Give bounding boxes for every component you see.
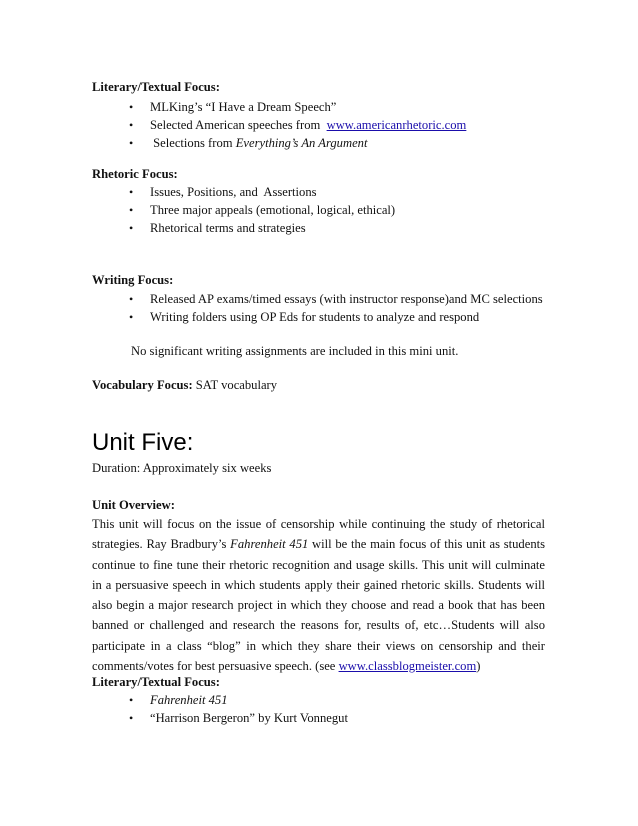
literary-focus-heading: Literary/Textual Focus: — [92, 80, 220, 94]
list-item-text: Three major appeals (emotional, logical, ethical) — [150, 203, 396, 217]
overview-line — [92, 615, 545, 635]
list-item — [129, 99, 337, 115]
unit-overview-paragraph — [92, 514, 545, 676]
overview-text: strategies. Ray Bradbury’s — [92, 537, 231, 552]
list-item-text: “Harrison Bergeron” by Kurt Vonnegut — [150, 711, 348, 725]
list-item — [129, 710, 348, 726]
list-item — [129, 117, 467, 133]
list-item — [129, 202, 396, 218]
overview-text: This unit will focus on the issue of censorship while continuing the study of rhetorical — [92, 517, 545, 531]
book-title: Everything’s An Argument — [235, 136, 368, 150]
unit-overview-heading: Unit Overview: — [92, 498, 175, 512]
overview-text: continue to fine tune their rhetoric recognition and usage skills. This unit will culminate — [92, 557, 545, 572]
unit-duration: Duration: Approximately six weeks — [92, 461, 272, 475]
overview-text: banned or challenged and research the reasons for, results of, etc…Students will also — [92, 618, 545, 633]
writing-note: No significant writing assignments are included in this mini unit. — [131, 344, 459, 358]
bullet: • — [129, 292, 134, 306]
list-item-text: Writing folders using OP Eds for students to analyze and respond — [150, 310, 480, 324]
vocabulary-focus-text: SAT vocabulary — [192, 378, 278, 392]
list-item-text: Issues, Positions, and Assertions — [150, 185, 317, 199]
list-item — [129, 291, 543, 307]
overview-line — [92, 595, 545, 615]
bullet: • — [129, 118, 134, 132]
overview-text: comments/votes for best persuasive speech. (see — [92, 659, 339, 674]
bullet: • — [129, 310, 134, 324]
bullet: • — [129, 693, 134, 707]
overview-text: ) — [476, 659, 481, 674]
list-item — [129, 135, 368, 151]
overview-line — [92, 534, 545, 554]
bullet: • — [129, 136, 134, 150]
vocabulary-focus — [92, 377, 277, 393]
americanrhetoric-link[interactable]: www.americanrhetoric.com — [326, 118, 467, 132]
overview-text: also begin a major research project in which they choose and read a book that has been — [92, 598, 545, 613]
vocabulary-focus-heading: Vocabulary Focus: — [92, 378, 193, 392]
unit-title: Unit Five: — [92, 429, 194, 456]
bullet: • — [129, 221, 134, 235]
list-item — [129, 220, 306, 236]
overview-text: will be the main focus of this unit as students — [308, 537, 546, 552]
overview-line — [92, 636, 545, 656]
overview-line — [92, 555, 545, 575]
book-title: Fahrenheit 451 — [150, 693, 228, 707]
list-item-text: Rhetorical terms and strategies — [150, 221, 306, 235]
list-item-text: MLKing’s “I Have a Dream Speech” — [150, 100, 337, 114]
rhetoric-focus-heading: Rhetoric Focus: — [92, 167, 178, 181]
writing-focus-heading: Writing Focus: — [92, 273, 174, 287]
bullet: • — [129, 711, 134, 725]
book-title: Fahrenheit 451 — [230, 537, 309, 552]
overview-line — [92, 514, 545, 534]
classblogmeister-link[interactable]: www.classblogmeister.com — [338, 659, 477, 674]
bullet: • — [129, 185, 134, 199]
list-item-text: Selected American speeches from — [150, 118, 327, 132]
bullet: • — [129, 100, 134, 114]
overview-text: in a persuasive speech in which students apply their gained rhetoric skills. Students will — [92, 577, 545, 592]
overview-line — [92, 575, 545, 595]
unit-literary-focus-heading: Literary/Textual Focus: — [92, 675, 220, 689]
list-item-text: Released AP exams/timed essays (with instructor response)and MC selections — [150, 292, 543, 306]
list-item — [129, 309, 480, 325]
list-item — [129, 184, 317, 200]
list-item — [129, 692, 228, 708]
overview-text: participate in a class “blog” in which they share their views on censorship and their — [92, 638, 545, 653]
list-item-text: Selections from — [150, 136, 236, 150]
bullet: • — [129, 203, 134, 217]
